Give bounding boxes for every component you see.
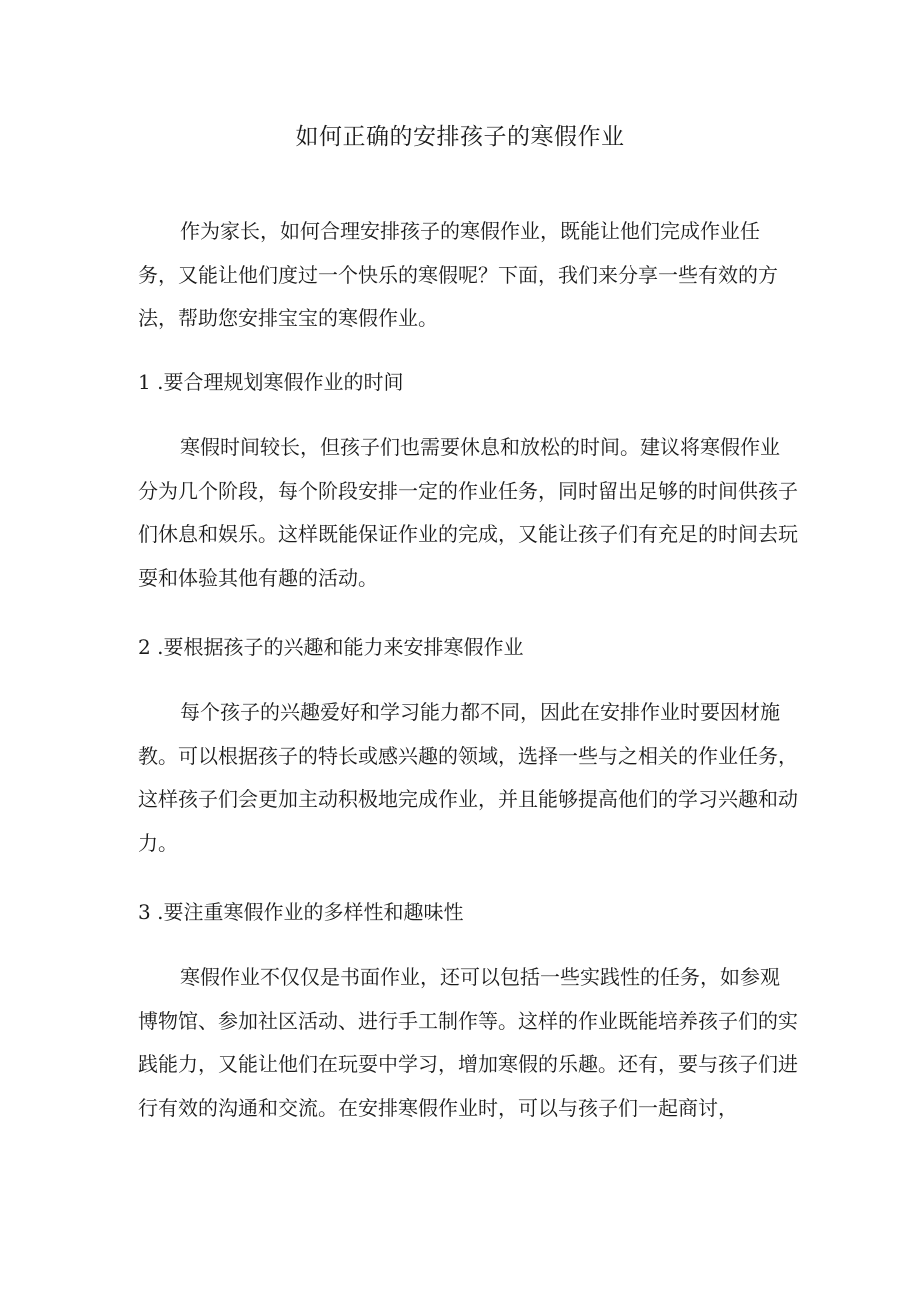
section-3-heading: 3 .要注重寒假作业的多样性和趣味性 bbox=[138, 900, 464, 924]
section-3-body: 寒假作业不仅仅是书面作业，还可以包括一些实践性的任务，如参观博物馆、参加社区活动、进行手工制作等。这样的作业既能培养孩子们的实践能力，又能让他们在玩耍中学习，增加寒假的乐趣。还有，要与孩子们进行有效的沟通和交流。在安排寒假作业时，可以与孩子们一起商讨， bbox=[138, 965, 798, 1120]
intro-paragraph: 作为家长，如何合理安排孩子的寒假作业，既能让他们完成作业任务，又能让他们度过一个快乐的寒假呢？下面，我们来分享一些有效的方法，帮助您安排宝宝的寒假作业。 bbox=[138, 219, 778, 330]
section-2-heading: 2 .要根据孩子的兴趣和能力来安排寒假作业 bbox=[138, 635, 524, 659]
section-2-body: 每个孩子的兴趣爱好和学习能力都不同，因此在安排作业时要因材施教。可以根据孩子的特长或感兴趣的领域，选择一些与之相关的作业任务，这样孩子们会更加主动积极地完成作业，并且能够提高他们的学习兴趣和动力。 bbox=[138, 700, 798, 855]
section-1-body: 寒假时间较长，但孩子们也需要休息和放松的时间。建议将寒假作业分为几个阶段，每个阶段安排一定的作业任务，同时留出足够的时间供孩子们休息和娱乐。这样既能保证作业的完成，又能让孩子们有充足的时间去玩耍和体验其他有趣的活动。 bbox=[138, 435, 798, 590]
document-title: 如何正确的安排孩子的寒假作业 bbox=[295, 124, 625, 150]
section-1-heading: 1 .要合理规划寒假作业的时间 bbox=[138, 370, 404, 394]
